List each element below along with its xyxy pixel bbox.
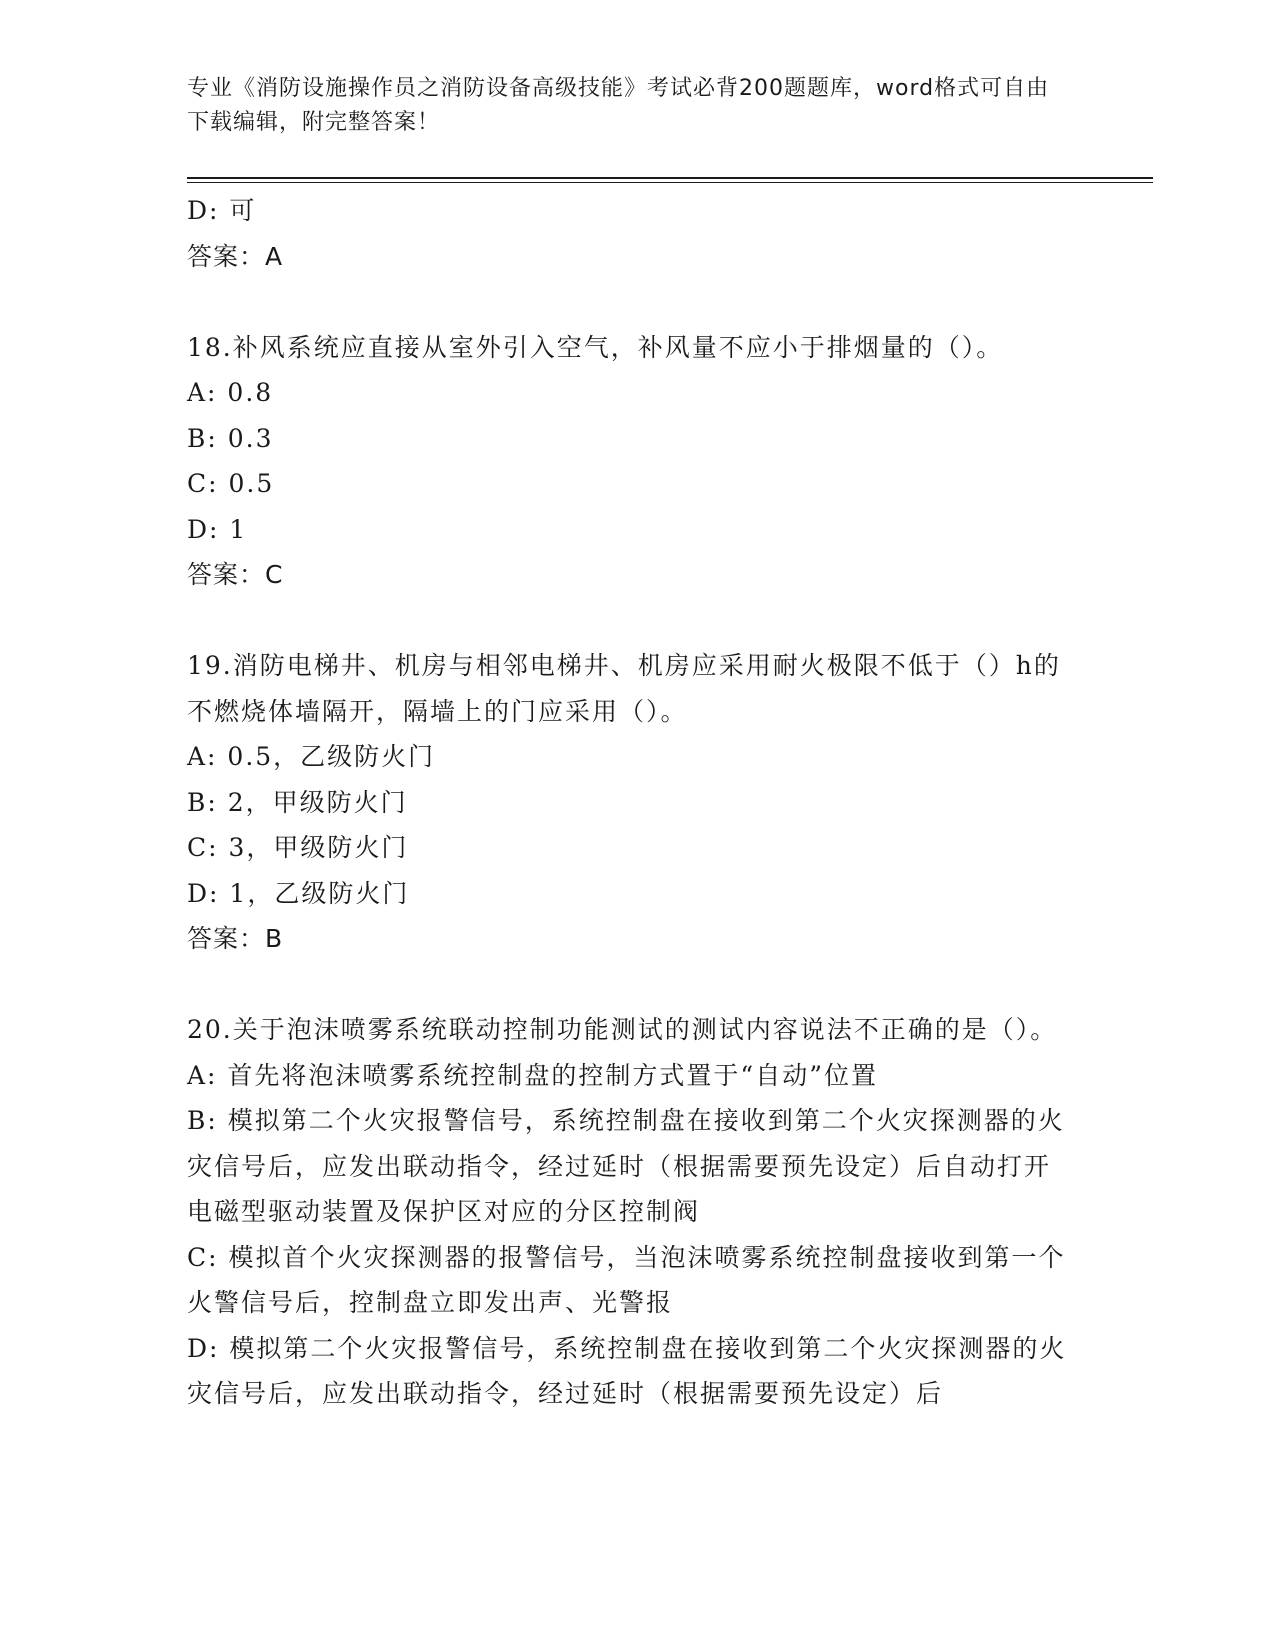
answer: 答案：B <box>187 924 284 953</box>
option-a: A: 0.8 <box>187 378 274 407</box>
answer: 答案：C <box>187 560 284 589</box>
spacer <box>187 279 1067 325</box>
option-b: B: 模拟第二个火灾报警信号，系统控制盘在接收到第二个火灾探测器的火灾信号后，应发出联动指令，经过延时（根据需要预先设定）后自动打开电磁型驱动装置及保护区对应的分区控制阀 <box>187 1106 1065 1226</box>
option-d: D: 1 <box>187 514 248 544</box>
question-19 <box>187 643 1067 962</box>
spacer <box>187 598 1067 644</box>
question-stem: 19.消防电梯井、机房与相邻电梯井、机房应采用耐火极限不低于（）h的不燃烧体墙隔开，隔墙上的门应采用（）。 <box>187 651 1061 726</box>
question-content <box>187 188 1067 1417</box>
option-a: A: 首先将泡沫喷雾系统控制盘的控制方式置于“自动”位置 <box>187 1060 878 1090</box>
question-stem: 20.关于泡沫喷雾系统联动控制功能测试的测试内容说法不正确的是（）。 <box>187 1015 1058 1044</box>
page-header: 专业《消防设施操作员之消防设备高级技能》考试必背200题题库，word格式可自由下载编辑，附完整答案！ <box>187 76 1050 135</box>
previous-answer: 答案：A <box>187 241 284 271</box>
spacer <box>187 962 1067 1008</box>
option-b: B: 2，甲级防火门 <box>187 787 408 817</box>
option-b: B: 0.3 <box>187 423 274 453</box>
question-20 <box>187 1007 1067 1417</box>
option-a: A: 0.5，乙级防火门 <box>187 742 436 771</box>
option-c: C: 0.5 <box>187 469 275 498</box>
question-18 <box>187 325 1067 598</box>
question-stem: 18.补风系统应直接从室外引入空气，补风量不应小于排烟量的（）。 <box>187 332 1004 362</box>
previous-option-d: D: 可 <box>187 196 257 225</box>
header-divider-thick <box>187 177 1153 179</box>
option-d: D: 模拟第二个火灾报警信号，系统控制盘在接收到第二个火灾探测器的火灾信号后，应发出联动指令，经过延时（根据需要预先设定）后 <box>187 1333 1067 1408</box>
header-divider-thin <box>187 182 1153 183</box>
option-c: C: 模拟首个火灾探测器的报警信号，当泡沫喷雾系统控制盘接收到第一个火警信号后，控制盘立即发出声、光警报 <box>187 1242 1066 1317</box>
option-d: D: 1，乙级防火门 <box>187 878 410 908</box>
option-c: C: 3，甲级防火门 <box>187 833 409 862</box>
